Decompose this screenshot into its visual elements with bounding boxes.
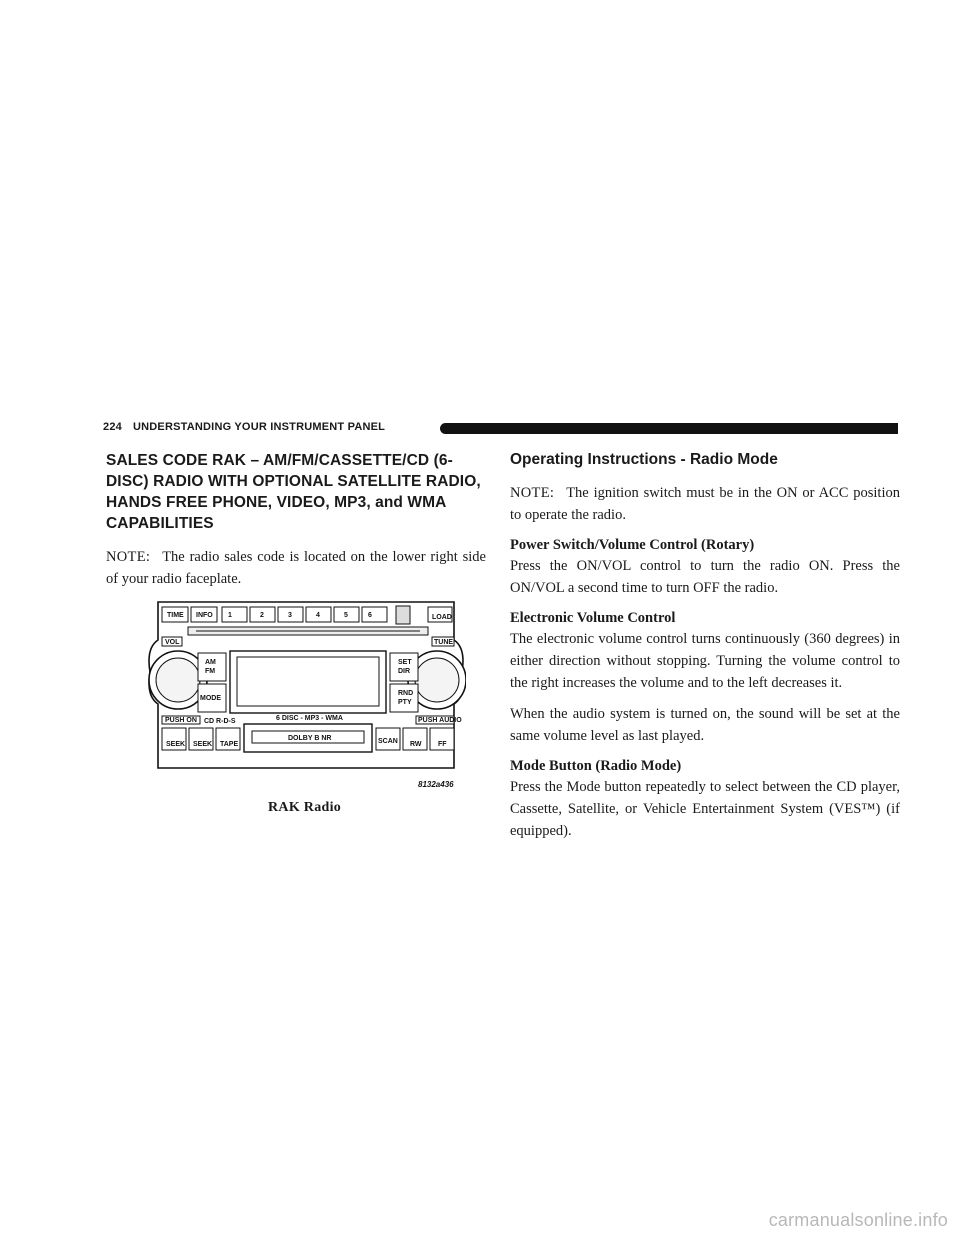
cd-rds-label: CD R-D-S xyxy=(204,718,236,725)
load-label: LOAD xyxy=(432,614,452,621)
section-paragraph: The electronic volume control turns continuously (360 degrees) in either direction without stopping. Turning the volume control to the right increases the volume and to the left decreases it. xyxy=(510,631,900,691)
tune-label: TUNE xyxy=(434,639,454,646)
pty-label: PTY xyxy=(398,699,412,706)
preset-3-label: 3 xyxy=(288,612,292,619)
page-number: 224 xyxy=(103,421,122,433)
preset-6-button xyxy=(362,607,387,622)
section-paragraph: Press the Mode button repeatedly to select between the CD player, Cassette, Satellite, or Vehicle Entertainment System (VES™) (if equipped). xyxy=(510,779,900,839)
cd-logo xyxy=(396,606,410,624)
dolby-label: DOLBY B NR xyxy=(288,735,332,742)
info-label: INFO xyxy=(196,612,213,619)
set-label: SET xyxy=(398,659,412,666)
scan-label: SCAN xyxy=(378,738,398,745)
right-column xyxy=(510,450,900,851)
mode-label: MODE xyxy=(200,695,221,702)
tape-label: TAPE xyxy=(220,741,239,748)
rw-label: RW xyxy=(410,741,422,748)
note-paragraph xyxy=(106,546,486,590)
section-title-power: Power Switch/Volume Control (Rotary) xyxy=(510,537,755,553)
preset-4-label: 4 xyxy=(316,612,320,619)
figure-id: 8132a436 xyxy=(418,780,454,789)
set-dir-button xyxy=(390,653,418,681)
section-paragraph: Press the ON/VOL control to turn the radio ON. Press the ON/VOL a second time to turn OFF the radio. xyxy=(510,558,900,596)
seek-back-label: SEEK xyxy=(166,741,186,748)
push-on-label: PUSH ON xyxy=(165,717,197,724)
radio-illustration xyxy=(148,600,466,792)
radio-figure xyxy=(148,600,466,792)
note-text-right: The ignition switch must be in the ON or ACC position to operate the radio. xyxy=(510,485,900,523)
header-rule xyxy=(440,423,898,434)
figure-caption: RAK Radio xyxy=(268,800,342,815)
dir-label: DIR xyxy=(398,668,411,675)
am-label: AM xyxy=(205,659,216,666)
section-title-mode: Mode Button (Radio Mode) xyxy=(510,758,682,774)
operating-heading: Operating Instructions - Radio Mode xyxy=(510,451,778,468)
tune-knob-inner xyxy=(415,658,459,702)
vol-label: VOL xyxy=(165,639,180,646)
time-label: TIME xyxy=(167,612,184,619)
volume-knob-inner xyxy=(156,658,200,702)
note-paragraph-right xyxy=(510,482,900,526)
preset-5-label: 5 xyxy=(344,612,348,619)
preset-2-label: 2 xyxy=(260,612,264,619)
push-audio-label: PUSH AUDIO xyxy=(418,717,462,724)
section-title-volume: Electronic Volume Control xyxy=(510,610,676,626)
preset-1-button xyxy=(222,607,247,622)
main-heading: SALES CODE RAK – AM/FM/CASSETTE/CD (6-DISC) RADIO WITH OPTIONAL SATELLITE RADIO, HANDS FREE PHONE, VIDEO, MP3, and WMA CAPABILITIES xyxy=(106,452,481,532)
section-paragraph: When the audio system is turned on, the sound will be set at the same volume level as last played. xyxy=(510,706,900,744)
fm-label: FM xyxy=(205,668,216,675)
note-label: NOTE: xyxy=(106,549,151,565)
rnd-pty-button xyxy=(390,684,418,712)
ff-label: FF xyxy=(438,741,447,748)
seek-fwd-label: SEEK xyxy=(193,741,213,748)
note-label-right: NOTE: xyxy=(510,485,555,501)
rnd-label: RND xyxy=(398,690,414,697)
note-text: The radio sales code is located on the lower right side of your radio faceplate. xyxy=(106,549,486,587)
page-header xyxy=(103,421,898,439)
preset-1-label: 1 xyxy=(228,612,232,619)
preset-6-label: 6 xyxy=(368,612,372,619)
display-screen xyxy=(237,657,379,706)
section-title: UNDERSTANDING YOUR INSTRUMENT PANEL xyxy=(133,421,386,433)
watermark: carmanualsonline.info xyxy=(768,1210,948,1230)
left-column xyxy=(106,450,486,599)
am-fm-button xyxy=(198,653,226,681)
disc-text: 6 DISC - MP3 - WMA xyxy=(276,715,343,722)
